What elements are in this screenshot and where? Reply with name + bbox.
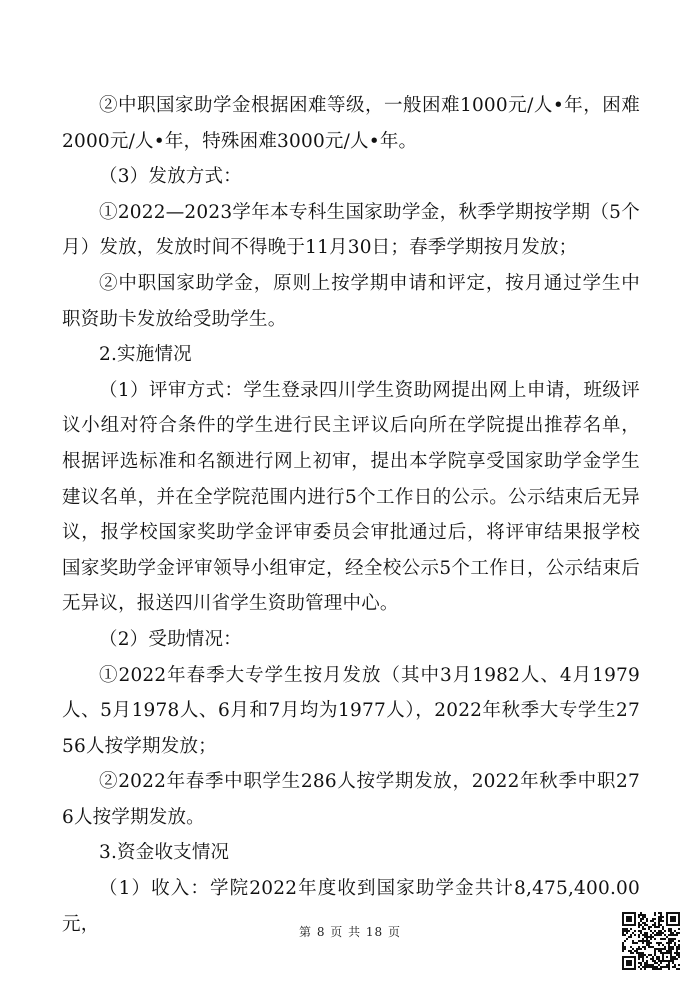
- paragraph-aid-status-heading: （2）受助情况：: [99, 628, 242, 650]
- section-heading-implementation: 2.实施情况: [99, 344, 192, 366]
- paragraph-3: ①2022—2023学年本专科生国家助学金，秋季学期按学期（5个月）发放，发放时间不得晚于11月30日；春季学期按月发放；: [62, 201, 640, 259]
- paragraph-2: （3）发放方式：: [99, 166, 242, 188]
- paragraph-4: ②中职国家助学金，原则上按学期申请和评定，按月通过学生中职资助卡发放给受助学生。: [62, 272, 640, 330]
- paragraph-aid-secondary: ②2022年春季中职学生286人按学期发放，2022年秋季中职276人按学期发放。: [62, 771, 640, 828]
- paragraph-review-method: （1）评审方式：学生登录四川学生资助网提出网上申请，班级评议小组对符合条件的学生进行民主评议后向所在学院提出推荐名单，根据评选标准和名额进行网上初审，提出本学院享受国家助学金学生建议名单，并在全学院范围内进行5个工作日的公示。公示结束后无异议，报学校国家奖助学金评审委员会审批通过后，将评审结果报学校国家奖助学金评审领导小组审定，经全校公示5个工作日，公示结束后无异议，报送四川省学生资助管理中心。: [62, 379, 640, 615]
- qr-code-icon: [622, 912, 680, 970]
- section-heading-funds: 3.资金收支情况: [99, 842, 230, 864]
- paragraph-income: （1）收入：学院2022年度收到国家助学金共计8,475,400.00元，: [62, 878, 640, 935]
- page-number-footer: 第 8 页 共 18 页: [299, 925, 401, 939]
- document-body: [62, 88, 640, 942]
- paragraph-aid-college: ①2022年春季大专学生按月发放（其中3月1982人、4月1979人、5月1978人、6月和7月均为1977人），2022年秋季大专学生2756人按学期发放；: [62, 664, 640, 757]
- paragraph-1: ②中职国家助学金根据困难等级，一般困难1000元/人•年，困难2000元/人•年，特殊困难3000元/人•年。: [62, 95, 640, 152]
